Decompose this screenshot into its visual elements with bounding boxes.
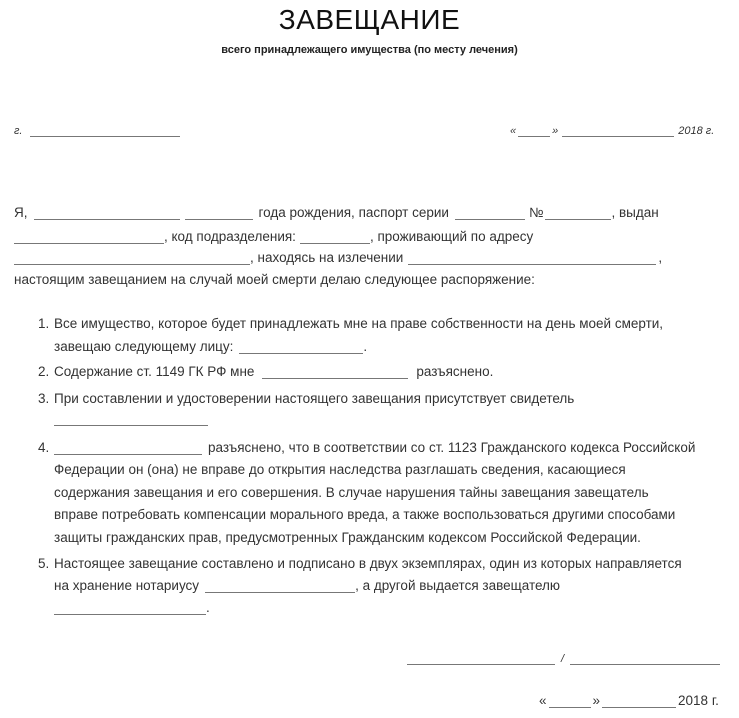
witness-name-field[interactable] [54, 442, 202, 455]
notary-field[interactable] [205, 580, 355, 593]
intro-declaration: настоящим завещанием на случай моей смерти делаю следующее распоряжение: [14, 272, 535, 287]
item-4-text-1: разъяснено, что в соответствии со ст. 1123 Гражданского кодекса Российской [208, 440, 696, 455]
division-code-field[interactable] [300, 231, 370, 244]
issued-by-field[interactable] [14, 231, 164, 244]
testator-field[interactable] [54, 602, 206, 615]
item-3-number: 3. [38, 391, 50, 406]
document-title: ЗАВЕЩАНИЕ [278, 4, 461, 35]
item-2-number: 2. [38, 364, 50, 379]
intro-number: № [528, 205, 544, 220]
intro-line-3 [14, 250, 662, 265]
item-2-post: разъяснено. [416, 364, 494, 379]
signature-slash: / [561, 653, 565, 665]
item-4-line-3: содержания завещания и его совершения. В случае нарушения тайны завещания завещатель [54, 485, 649, 500]
item-4-number: 4. [38, 440, 50, 455]
date-quote-close: » [552, 125, 559, 137]
birth-year-field[interactable] [185, 207, 253, 220]
item-5-line-1: Настоящее завещание составлено и подписано в двух экземплярах, один из которых направляется [54, 556, 682, 571]
city-prefix: г. [14, 125, 23, 137]
item-1-line-1: Все имущество, которое будет принадлежать мне на праве собственности на день моей смерти, [54, 316, 664, 331]
date-quote-open: « [510, 125, 517, 137]
item-4-line-4: вправе потребовать компенсации морального вреда, а также воспользоваться другими способами [54, 507, 676, 522]
item-1-end: . [363, 339, 368, 354]
intro-issued: , выдан [611, 205, 659, 220]
day-field[interactable] [518, 124, 550, 137]
signature-name-field[interactable] [570, 652, 720, 665]
footer-year: 2018 г. [678, 693, 719, 708]
item-5-line-2 [54, 578, 560, 593]
city-field[interactable] [30, 124, 180, 137]
item-5-number: 5. [38, 556, 50, 571]
month-field[interactable] [562, 124, 674, 137]
item-2-field[interactable] [262, 366, 408, 379]
intro-comma: , [658, 250, 663, 265]
item-4-line-2: Федерации он (она) не вправе до открытия наследства разглашать сведения, касающиеся [54, 462, 626, 477]
item-5-post: , а другой выдается завещателю [355, 578, 561, 593]
footer-month-field[interactable] [602, 695, 676, 708]
footer-quote-open: « [539, 693, 547, 708]
intro-living: , проживающий по адресу [369, 229, 534, 244]
witness-field-line [54, 413, 208, 431]
intro-line-1 [14, 205, 659, 220]
intro-code: , код подразделения: [164, 229, 296, 244]
passport-series-field[interactable] [455, 207, 525, 220]
footer-quote-close: » [592, 693, 601, 708]
item-1-line-2 [54, 339, 367, 354]
date-line [510, 124, 714, 137]
address-field[interactable] [14, 252, 250, 265]
city-line [14, 124, 180, 137]
item-1-number: 1. [38, 316, 50, 331]
hospital-field[interactable] [408, 252, 656, 265]
item-4-line-5: защиты гражданских прав, предусмотренных Гражданским кодексом Российской Федерации. [54, 530, 641, 545]
intro-i: Я, [14, 205, 28, 220]
signature-field[interactable] [407, 652, 555, 665]
item-2-pre: Содержание ст. 1149 ГК РФ мне [54, 364, 255, 379]
item-1-heir-label: завещаю следующему лицу: [54, 339, 234, 354]
date-year: 2018 г. [678, 125, 715, 137]
footer-day-field[interactable] [549, 695, 591, 708]
name-field[interactable] [34, 207, 180, 220]
intro-birth: года рождения, паспорт серии [258, 205, 449, 220]
intro-located: , находясь на излечении [250, 250, 404, 265]
item-5-line-3 [54, 600, 210, 615]
heir-field[interactable] [239, 341, 363, 354]
item-3-text: При составлении и удостоверении настоящего завещания присутствует свидетель [54, 391, 575, 406]
document-subtitle: всего принадлежащего имущества (по месту лечения) [221, 44, 518, 56]
signature-line [407, 652, 720, 665]
item-2-line [54, 364, 493, 379]
passport-number-field[interactable] [545, 207, 611, 220]
item-4-line-1 [54, 440, 695, 455]
item-5-pre: на хранение нотариусу [54, 578, 200, 593]
item-5-end: . [206, 600, 210, 615]
witness-field[interactable] [54, 413, 208, 426]
intro-line-2 [14, 229, 533, 244]
footer-date-line [539, 693, 719, 708]
